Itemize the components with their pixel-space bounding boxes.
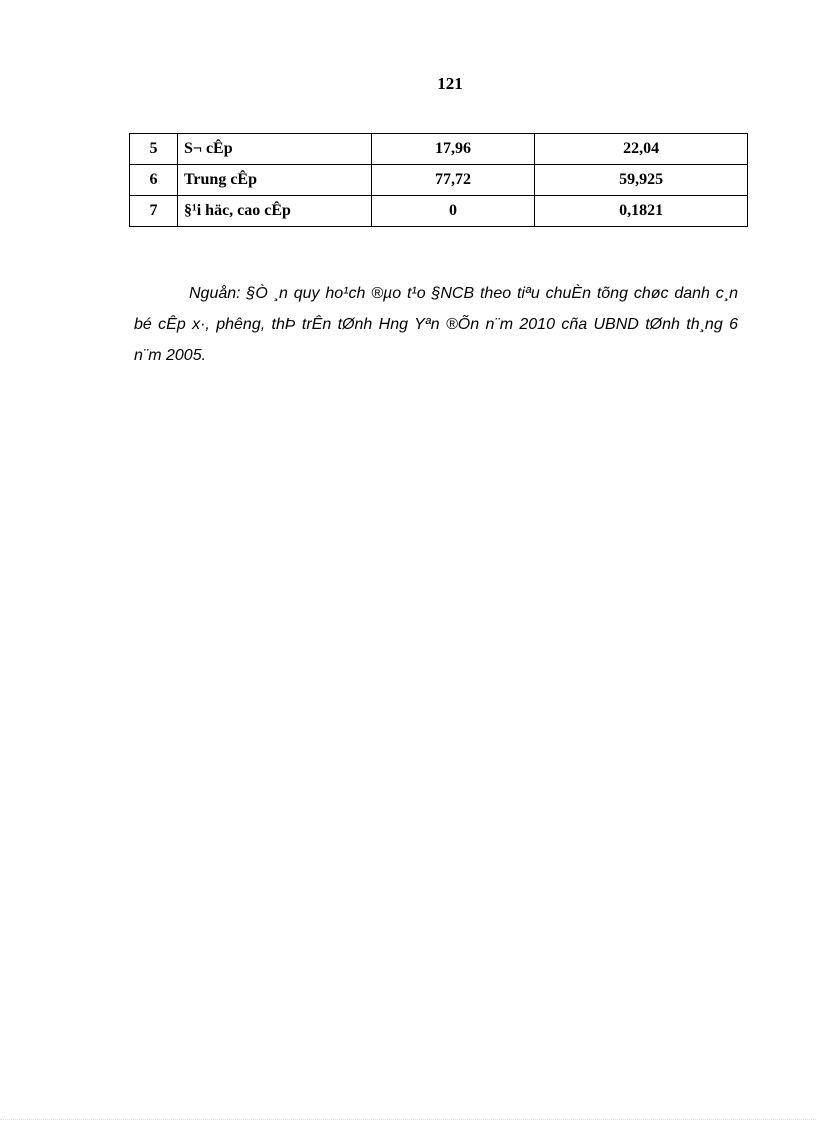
source-note: Nguån: §Ò ¸n quy ho¹ch ®µo t¹o §NCB theo tiªu chuÈn tõng chøc danh c¸n bé cÊp x·, phêng, thÞ trÊn tØnh Hng Yªn ®Õn n¨m 2010 cña UBND tØnh th¸ng 6 n¨m 2005. <box>134 285 738 364</box>
table-row <box>130 196 748 227</box>
row-label: S¬ cÊp <box>177 134 371 165</box>
table-row <box>130 134 748 165</box>
page-bottom-divider <box>0 1119 816 1120</box>
row-number: 5 <box>130 134 178 165</box>
row-label: §¹i häc, cao cÊp <box>177 196 371 227</box>
row-value-2: 22,04 <box>535 134 748 165</box>
row-number: 6 <box>130 165 178 196</box>
row-number: 7 <box>130 196 178 227</box>
row-value-1: 0 <box>371 196 535 227</box>
row-value-2: 0,1821 <box>535 196 748 227</box>
row-value-2: 59,925 <box>535 165 748 196</box>
row-value-1: 77,72 <box>371 165 535 196</box>
table-row <box>130 165 748 196</box>
data-table <box>129 133 748 227</box>
row-label: Trung cÊp <box>177 165 371 196</box>
row-value-1: 17,96 <box>371 134 535 165</box>
page-number: 121 <box>437 74 463 93</box>
